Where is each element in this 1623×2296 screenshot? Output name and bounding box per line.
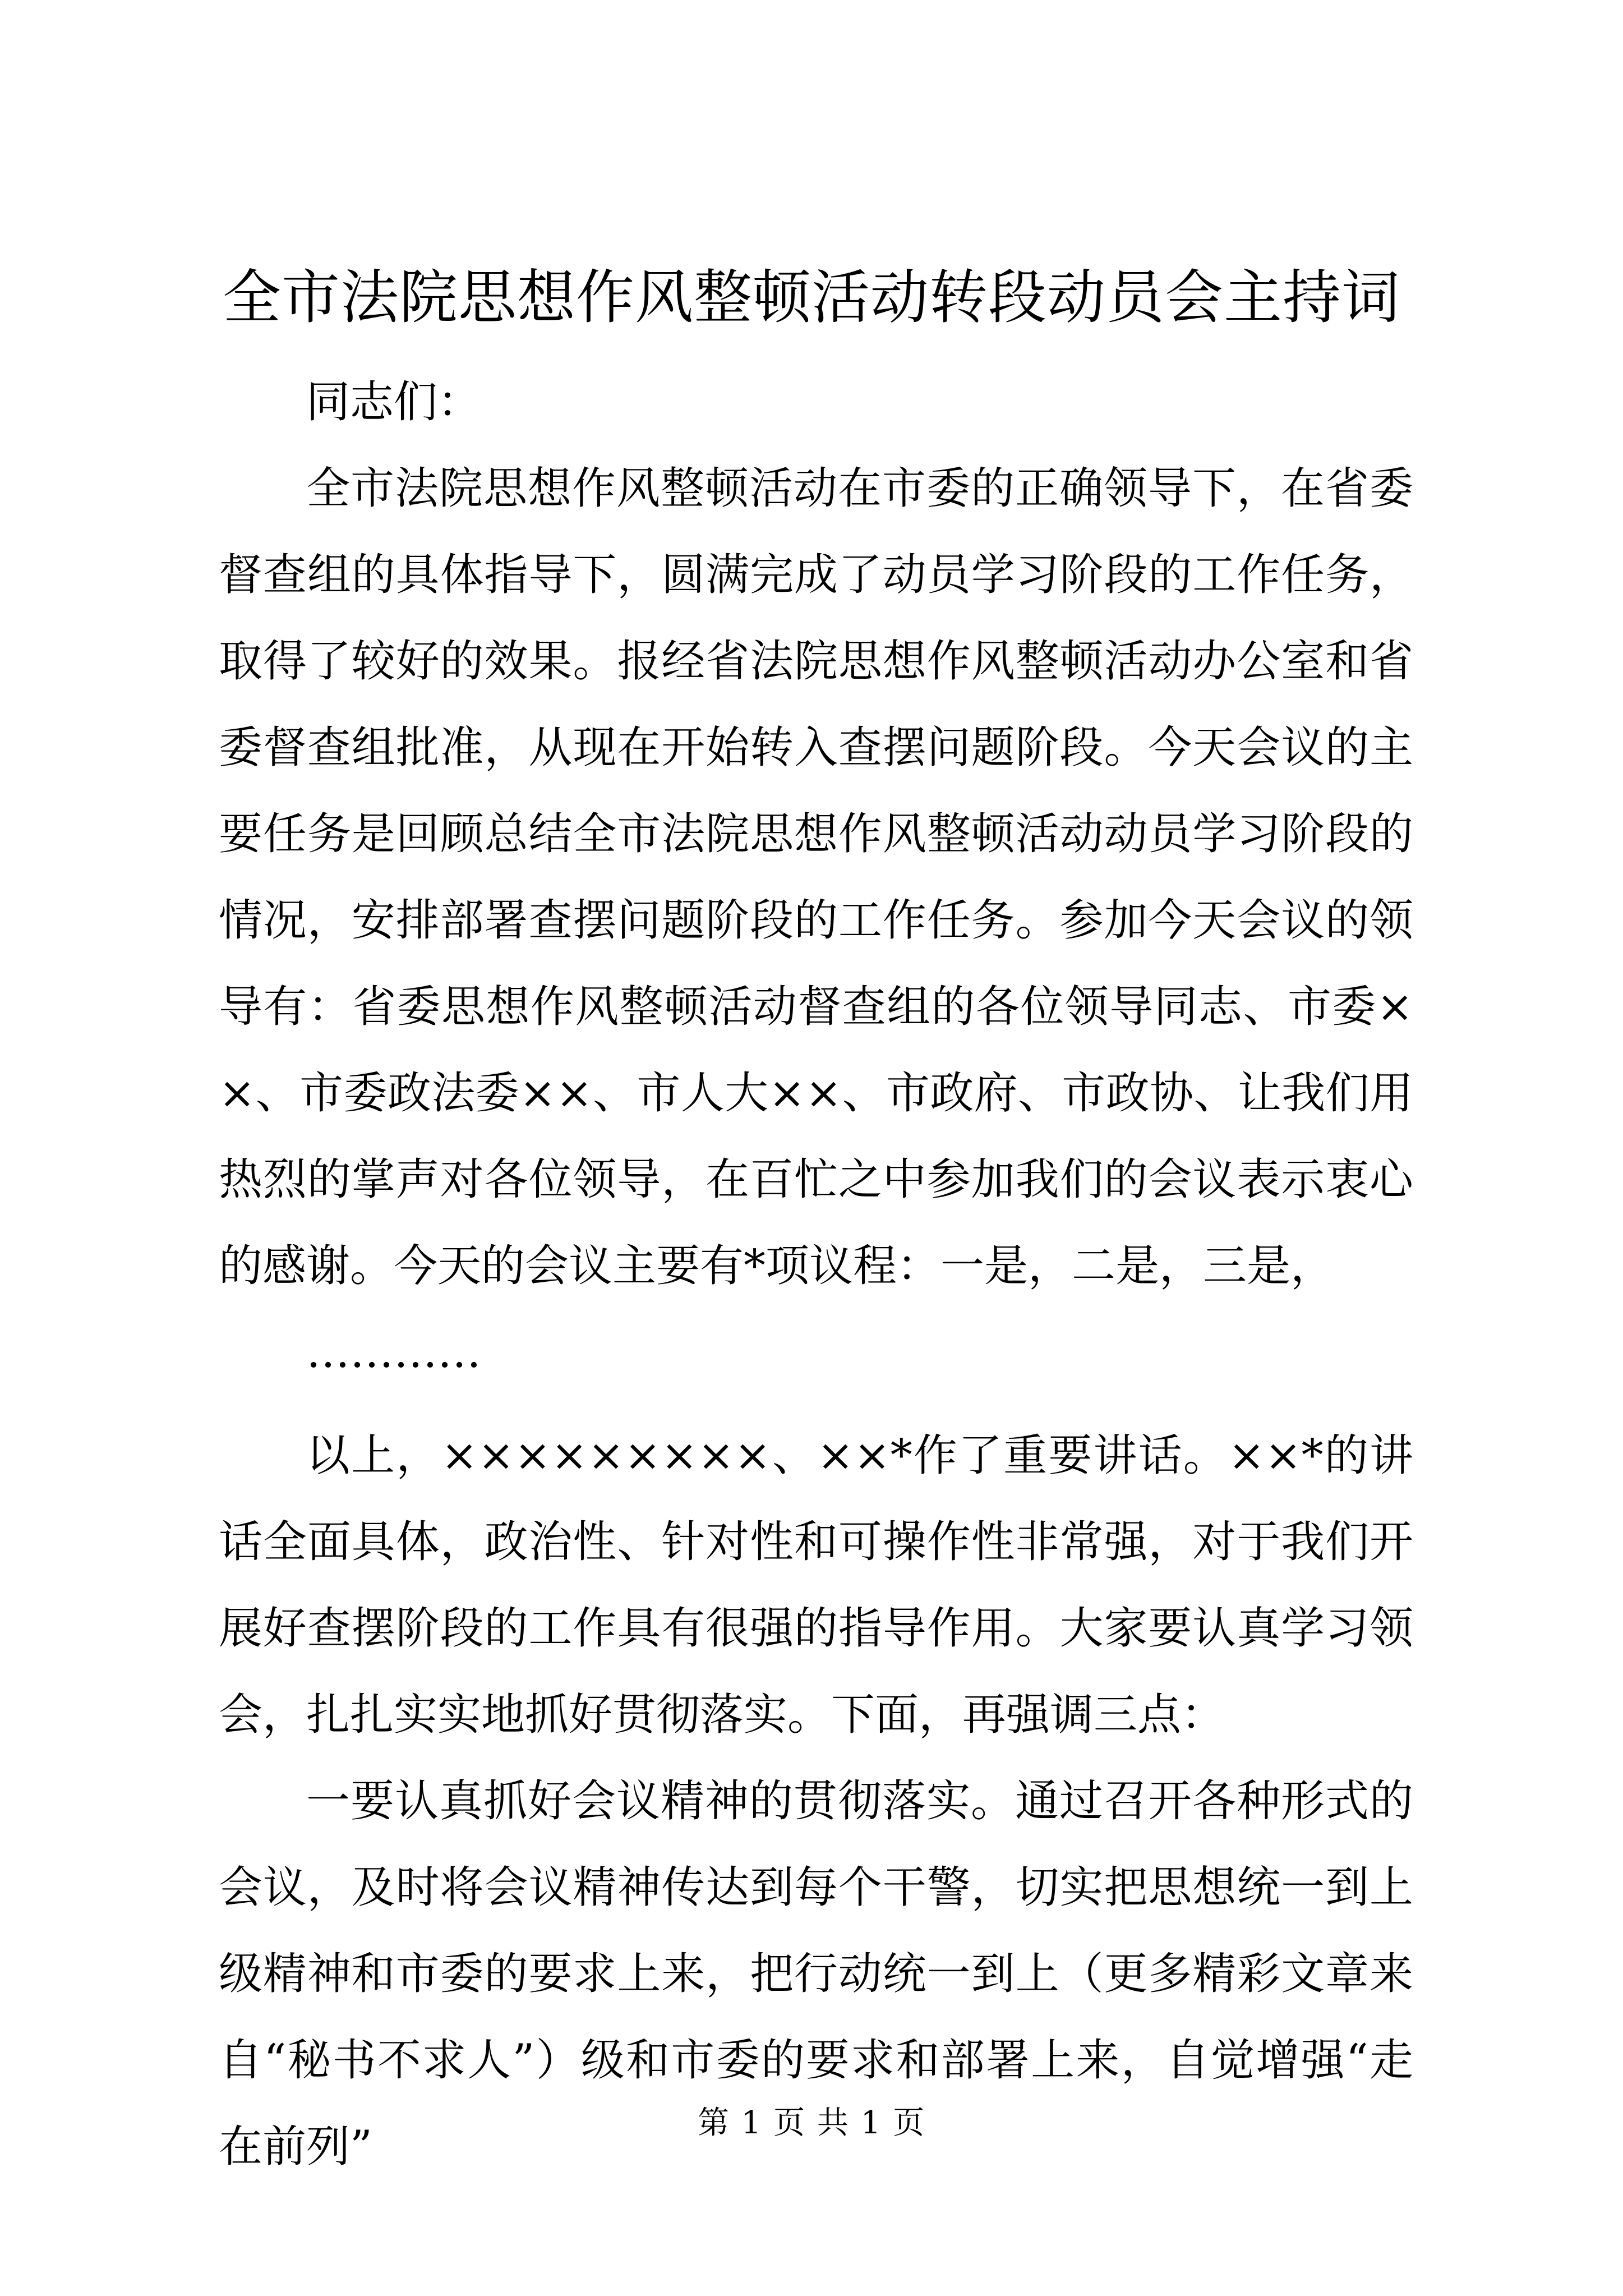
body-paragraph-point-one: 一要认真抓好会议精神的贯彻落实。通过召开各种形式的会议，及时将会议精神传达到每个干警，切实把思想统一到上级精神和市委的要求上来，把行动统一到上（更多精彩文章来自“秘书不求人”）级和市委的要求和部署上来，自觉增强“走在前列”	[219, 1776, 1413, 2172]
document-body	[219, 359, 1413, 2190]
document-title: 全市法院思想作风整顿活动转段动员会主持词	[222, 263, 1400, 332]
body-paragraph-summary: 以上，×××××××××、××*作了重要讲话。××*的讲话全面具体，政治性、针对性和可操作性非常强，对于我们开展好查摆阶段的工作具有很强的指导作用。大家要认真学习领会，扎扎实实地抓好贯彻落实。下面，再强调三点：	[219, 1430, 1413, 1740]
body-paragraph-opening: 全市法院思想作风整顿活动在市委的正确领导下，在省委督查组的具体指导下，圆满完成了动员学习阶段的工作任务，取得了较好的效果。报经省法院思想作风整顿活动办公室和省委督查组批准，从现在开始转入查摆问题阶段。今天会议的主要任务是回顾总结全市法院思想作风整顿活动动员学习阶段的情况，安排部署查摆问题阶段的工作任务。参加今天会议的领导有：省委思想作风整顿活动督查组的各位领导同志、市委××、市委政法委××、市人大××、市政府、市政协、让我们用热烈的掌声对各位领导，在百忙之中参加我们的会议表示衷心的感谢。今天的会议主要有*项议程：一是，二是，三是，	[219, 463, 1413, 1291]
page-footer: 第 1 页 共 1 页	[697, 2105, 926, 2141]
ellipsis-paragraph: …………	[306, 1327, 481, 1378]
salutation-paragraph: 同志们：	[306, 377, 482, 427]
